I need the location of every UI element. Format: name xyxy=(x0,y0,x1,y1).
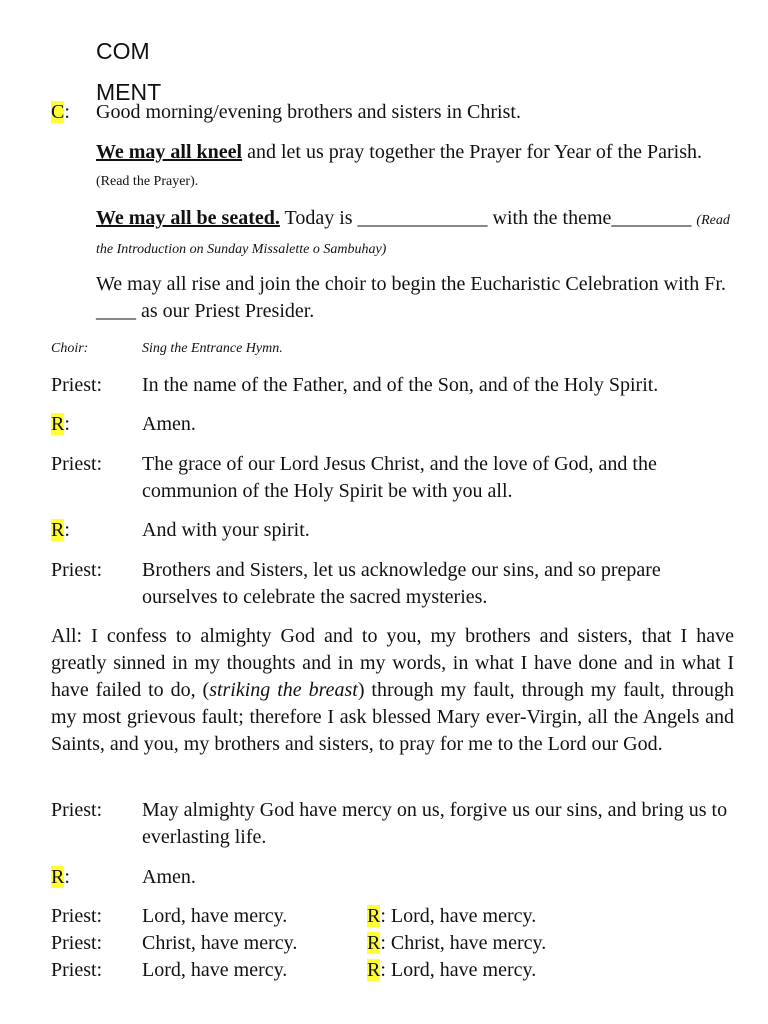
choir-label: Choir: xyxy=(51,341,89,356)
response-text: Amen. xyxy=(142,866,196,888)
dialog-speaker: Priest: xyxy=(51,453,103,475)
dialog-speaker: Priest: xyxy=(51,799,103,821)
seated-paragraph xyxy=(96,205,736,263)
header-line-1: COM xyxy=(96,38,150,64)
kyrie-text: Lord, have mercy. xyxy=(142,959,288,981)
kyrie-text: Christ, have mercy. xyxy=(142,932,298,954)
dialog-text: In the name of the Father, and of the Son, and of the Holy Spirit. xyxy=(142,374,659,396)
kneel-note: (Read the Prayer). xyxy=(96,174,199,189)
dialog-speaker: Priest: xyxy=(51,959,103,981)
kneel-instruction: We may all kneel xyxy=(96,141,243,163)
dialog-text: Amen. xyxy=(142,413,196,435)
response-speaker: R: xyxy=(51,413,70,435)
choir-text: Sing the Entrance Hymn. xyxy=(142,341,283,356)
dialog-text: Brothers and Sisters, let us acknowledge our sins, and so prepare ourselves to celebrate the sacred mysteries. xyxy=(142,559,661,608)
dialog-text: The grace of our Lord Jesus Christ, and the love of God, and the communion of the Holy Spirit be with you all. xyxy=(142,453,657,502)
dialog-speaker: Priest: xyxy=(51,559,103,581)
confiteor: All: I confess to almighty God and to you, my brothers and sisters, that I have greatly sinned in my thoughts and in my words, in what I have done and in what I have failed to do, (striking the breast) through my fault, through my fault, through my most grievous fault; therefore I ask blessed Mary ever-Virgin, all the Angels and Saints, and you, my brothers and sisters, to pray for me to the Lord our God. xyxy=(51,625,735,755)
intro-greeting: Good morning/evening brothers and sisters in Christ. xyxy=(96,101,521,123)
dialog-text: And with your spirit. xyxy=(142,519,310,541)
rubric-italic: striking the breast xyxy=(209,679,358,701)
kyrie-response: R: Christ, have mercy. xyxy=(367,932,547,954)
kneel-text: and let us pray together the Prayer for Year of the Parish. xyxy=(242,141,702,163)
seated-instruction: We may all be seated. xyxy=(96,207,280,229)
kyrie-text: Lord, have mercy. xyxy=(142,905,288,927)
seated-note: (Read the Introduction on Sunday Missalette o Sambuhay) xyxy=(96,213,730,257)
header-line-2: MENT xyxy=(96,79,162,105)
response-speaker: R: xyxy=(51,519,70,541)
absolution-text: May almighty God have mercy on us, forgive us our sins, and bring us to everlasting life. xyxy=(142,799,728,848)
intro-speaker: C: xyxy=(51,101,70,123)
dialog-speaker: Priest: xyxy=(51,374,103,396)
seated-text: Today is _____________ with the theme________ xyxy=(279,207,692,229)
kneel-paragraph xyxy=(96,139,736,195)
response-speaker: R: xyxy=(51,866,70,888)
dialog-speaker: Priest: xyxy=(51,905,103,927)
dialog-speaker: Priest: xyxy=(51,932,103,954)
rise-paragraph: We may all rise and join the choir to begin the Eucharistic Celebration with Fr. ____ as our Priest Presider. xyxy=(96,273,726,322)
intro-speaker-letter: C xyxy=(51,101,65,123)
kyrie-response: R: Lord, have mercy. xyxy=(367,905,537,927)
kyrie-response: R: Lord, have mercy. xyxy=(367,959,537,981)
